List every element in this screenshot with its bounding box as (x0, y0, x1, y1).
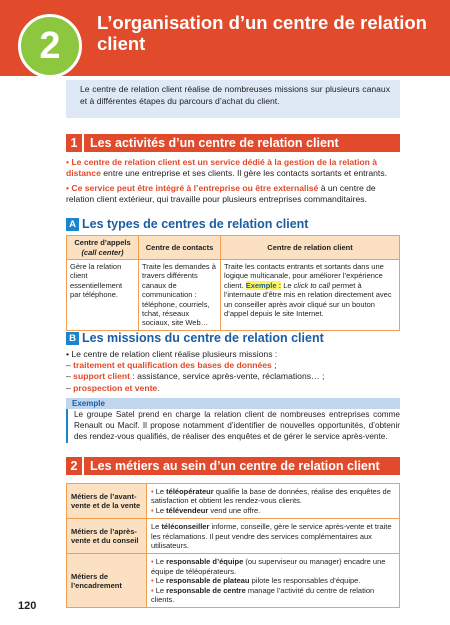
row-label: Métiers de l’encadrement (67, 554, 147, 608)
list-item: – prospection et vente. (66, 382, 160, 393)
section-1-title: Les activités d’un centre de relation client (90, 136, 339, 150)
subsection-a-title: Les types de centres de relation client (82, 217, 309, 231)
example-text: Le groupe Satel prend en charge la relation client de nombreuses entreprises comme Renault ou Macif. Il propose notamment d’identifier de nouvelles opportunités, d’obtenir des rendez-vous qualifiés, de réaliser des enquêtes et de gérer le service après-vente. (66, 409, 400, 443)
jobs-table (66, 483, 400, 608)
row-label: Métiers de l’avant-vente et de la vente (67, 484, 147, 519)
row-content: • Le téléopérateur qualifie la base de données, réalise des enquêtes de satisfaction et obtient les rendez-vous clients. • Le télévendeur vend une offre. (147, 484, 400, 519)
chapter-number-badge: 2 (18, 14, 82, 78)
table-row (67, 484, 400, 519)
subsection-b-title: Les missions du centre de relation client (82, 331, 324, 345)
page-title: L’organisation d’un centre de relation client (97, 12, 427, 54)
subsection-a-badge: A (66, 218, 79, 231)
bullet-2-rest: à un centre de relation client extérieur, qui travaille pour plusieurs entreprises commanditaires. (66, 183, 376, 205)
centre-types-table (66, 235, 400, 331)
missions-list (66, 349, 400, 394)
example-label: Exemple (66, 398, 400, 409)
bullet-1-rest: entre une entreprise et ses clients. Il gère les contacts sortants et entrants. (103, 168, 388, 179)
section-2-heading (66, 457, 400, 475)
table-row (67, 554, 400, 608)
table-header-relation-center: Centre de relation client (221, 236, 400, 260)
subsection-b-badge: B (66, 332, 79, 345)
bullet-1-strong: • Le centre de relation client est un service dédié à la gestion de la relation à distance (66, 157, 378, 179)
section-1-bullet-2 (66, 183, 400, 205)
table-row (67, 519, 400, 554)
subsection-a-heading (66, 216, 308, 232)
section-2-number: 2 (66, 457, 84, 475)
row-label: Métiers de l’après-vente et du conseil (67, 519, 147, 554)
section-1-number: 1 (66, 134, 84, 152)
bullet-2-strong: • Ce service peut être intégré à l’entreprise ou être externalisé (66, 183, 319, 193)
section-1-heading (66, 134, 400, 152)
table-cell-relation-center: Traite les contacts entrants et sortants dans une logique multicanale, pour améliorer l’expérience client. Exemple : Le click to call permet à l’internaute d’être mis en relation directement avec un conseiller après avoir cliqué sur un bouton d’appel depuis le site Internet. (221, 260, 400, 331)
table-cell-call-center: Gère la relation client essentiellement par téléphone. (67, 260, 139, 331)
example-highlight: Exemple : (245, 280, 282, 290)
missions-intro: • Le centre de relation client réalise plusieurs missions : (66, 349, 278, 359)
page-number: 120 (18, 600, 37, 612)
section-2-title: Les métiers au sein d’un centre de relation client (90, 459, 380, 473)
table-header-contact-center: Centre de contacts (139, 236, 221, 260)
list-item: – support client : assistance, service après-vente, réclamations… ; (66, 371, 325, 382)
subsection-b-heading (66, 330, 324, 346)
section-1-bullet-1 (66, 157, 400, 179)
list-item: – traitement et qualification des bases de données ; (66, 360, 277, 371)
row-content: Le téléconseiller informe, conseille, gère le service après-vente et traite les réclamations. Il peut vendre des services complémentaires aux utilisateurs. (147, 519, 400, 554)
intro-box: Le centre de relation client réalise de nombreuses missions sur plusieurs canaux et à différentes étapes du parcours d’achat du client. (66, 80, 400, 118)
table-cell-contact-center: Traite les demandes à travers différents canaux de communication : téléphone, courriels, tchat, réseaux sociaux, site Web… (139, 260, 221, 331)
table-header-call-center: Centre d’appels (call center) (67, 236, 139, 260)
row-content: • Le responsable d’équipe (ou superviseur ou manager) encadre une équipe de téléopérateurs. • Le responsable de plateau pilote les responsables d’équipe. • Le responsable de centre manage l’activité du centre de relation clients. (147, 554, 400, 608)
